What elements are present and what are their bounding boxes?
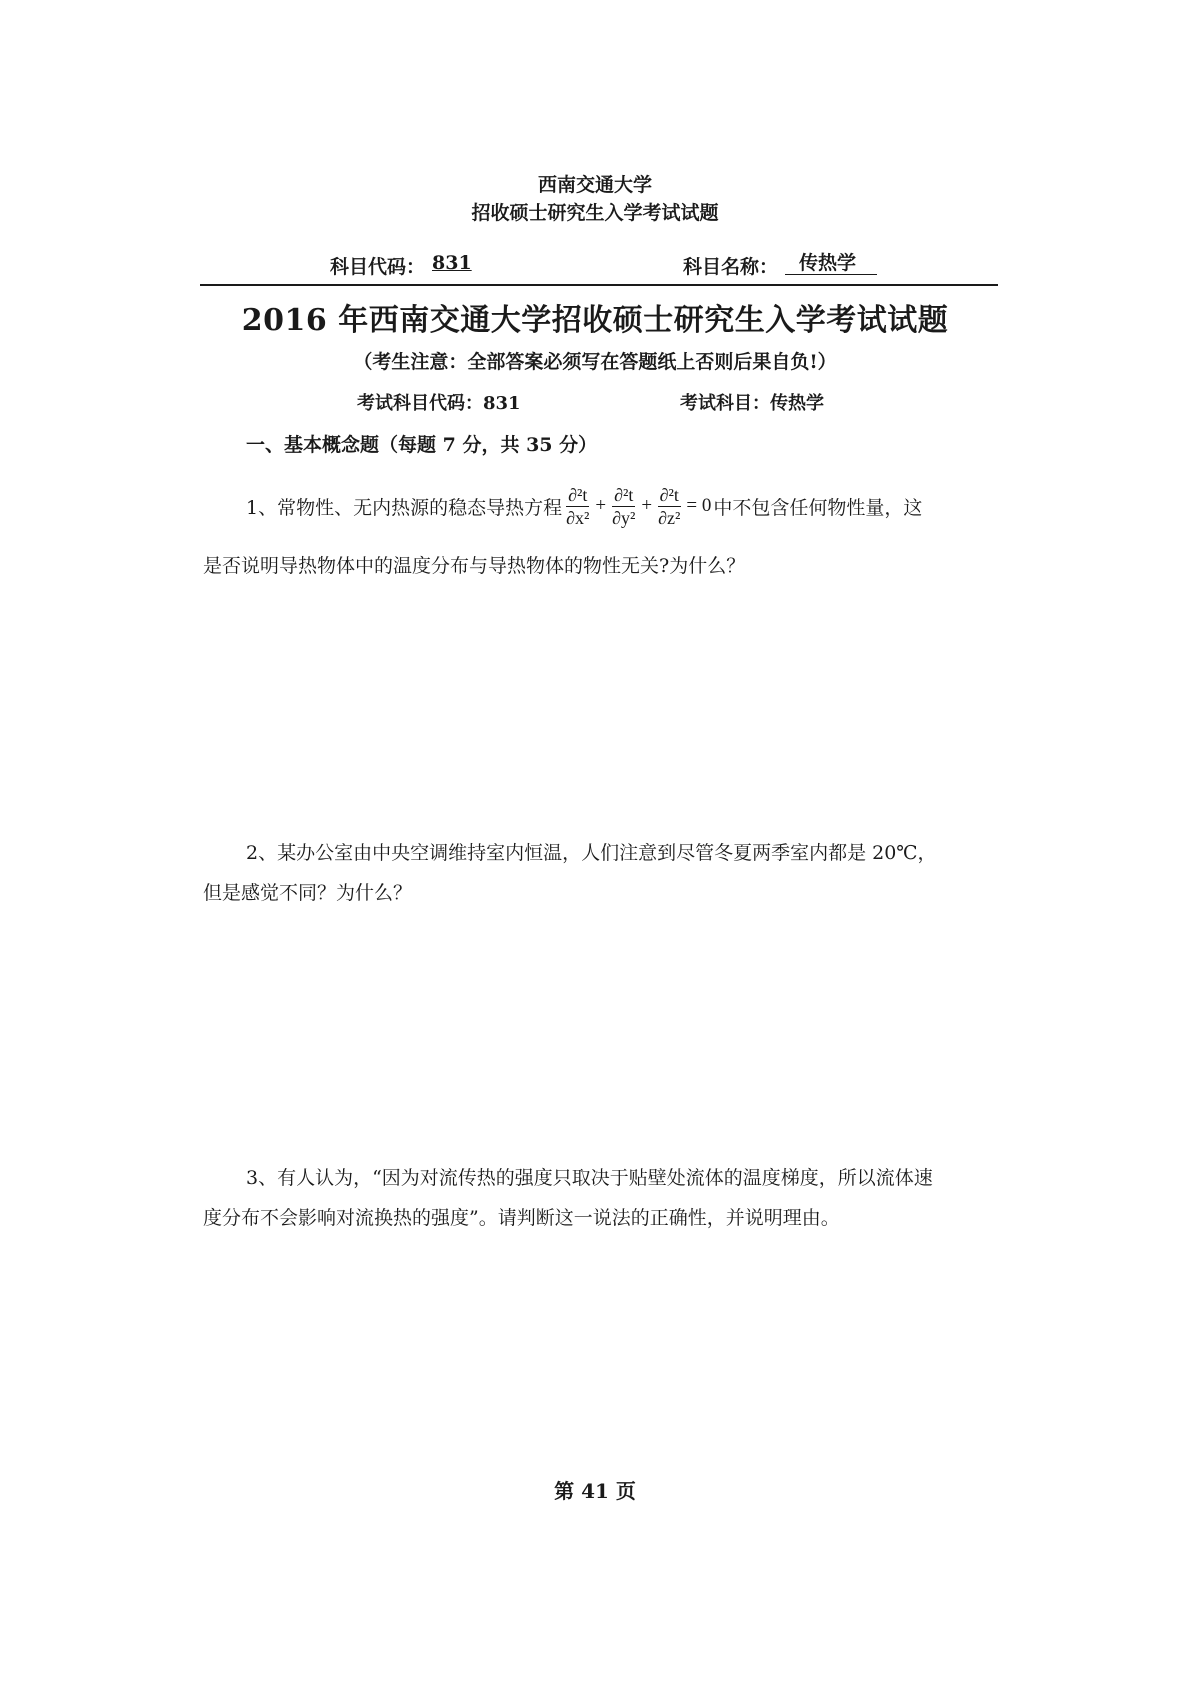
- fraction-d2t-dy2: [610, 485, 637, 528]
- fraction-numerator: ∂²t: [659, 484, 679, 505]
- university-name: 西南交通大学: [537, 174, 652, 196]
- exam-name: 招收硕士研究生入学考试试题: [471, 202, 719, 224]
- fraction-denominator: ∂y²: [612, 507, 636, 528]
- question-3-line-2: 度分布不会影响对流换热的强度”。请判断这一说法的正确性，并说明理由。: [203, 1207, 840, 1229]
- fraction-d2t-dz2: [656, 485, 682, 528]
- header-rule: [200, 284, 998, 286]
- subject-code-label: 科目代码：: [330, 256, 426, 278]
- plus-sign: +: [595, 495, 607, 516]
- question-1-line-1: [246, 478, 922, 534]
- exam-subject-name: 考试科目：传热学: [680, 393, 824, 414]
- section-heading: 一、基本概念题（每题 7 分，共 35 分）: [246, 434, 598, 456]
- page-number: 第 41 页: [554, 1479, 636, 1503]
- question-2-line-2: 但是感觉不同？为什么？: [203, 882, 413, 904]
- fraction-numerator: ∂²t: [568, 484, 588, 505]
- question-1-prefix: 1、常物性、无内热源的稳态导热方程: [246, 496, 563, 519]
- question-1-line-2: 是否说明导热物体中的温度分布与导热物体的物性无关?为什么？: [203, 555, 746, 577]
- subject-name-value: 传热学: [785, 252, 877, 275]
- fraction-denominator: ∂x²: [566, 507, 590, 528]
- subject-name-label: 科目名称：: [683, 256, 779, 278]
- fraction-numerator: ∂²t: [614, 484, 634, 505]
- question-1-suffix: 中不包含任何物性量，这: [713, 496, 923, 519]
- page-title: 2016 年西南交通大学招收硕士研究生入学考试试题: [241, 303, 949, 338]
- fraction-denominator: ∂z²: [658, 507, 681, 528]
- equals-zero: = 0: [686, 495, 712, 516]
- subject-code-value: 831: [432, 252, 472, 274]
- exam-notice: （考生注意：全部答案必须写在答题纸上否则后果自负!）: [353, 351, 837, 373]
- plus-sign: +: [641, 495, 653, 516]
- exam-subject-code: 考试科目代码：831: [357, 393, 521, 414]
- fraction-d2t-dx2: [564, 485, 591, 528]
- question-3-line-1: 3、有人认为，“因为对流传热的强度只取决于贴壁处流体的温度梯度，所以流体速: [246, 1167, 933, 1189]
- question-2-line-1: 2、某办公室由中央空调维持室内恒温，人们注意到尽管冬夏两季室内都是 20℃，: [246, 842, 937, 864]
